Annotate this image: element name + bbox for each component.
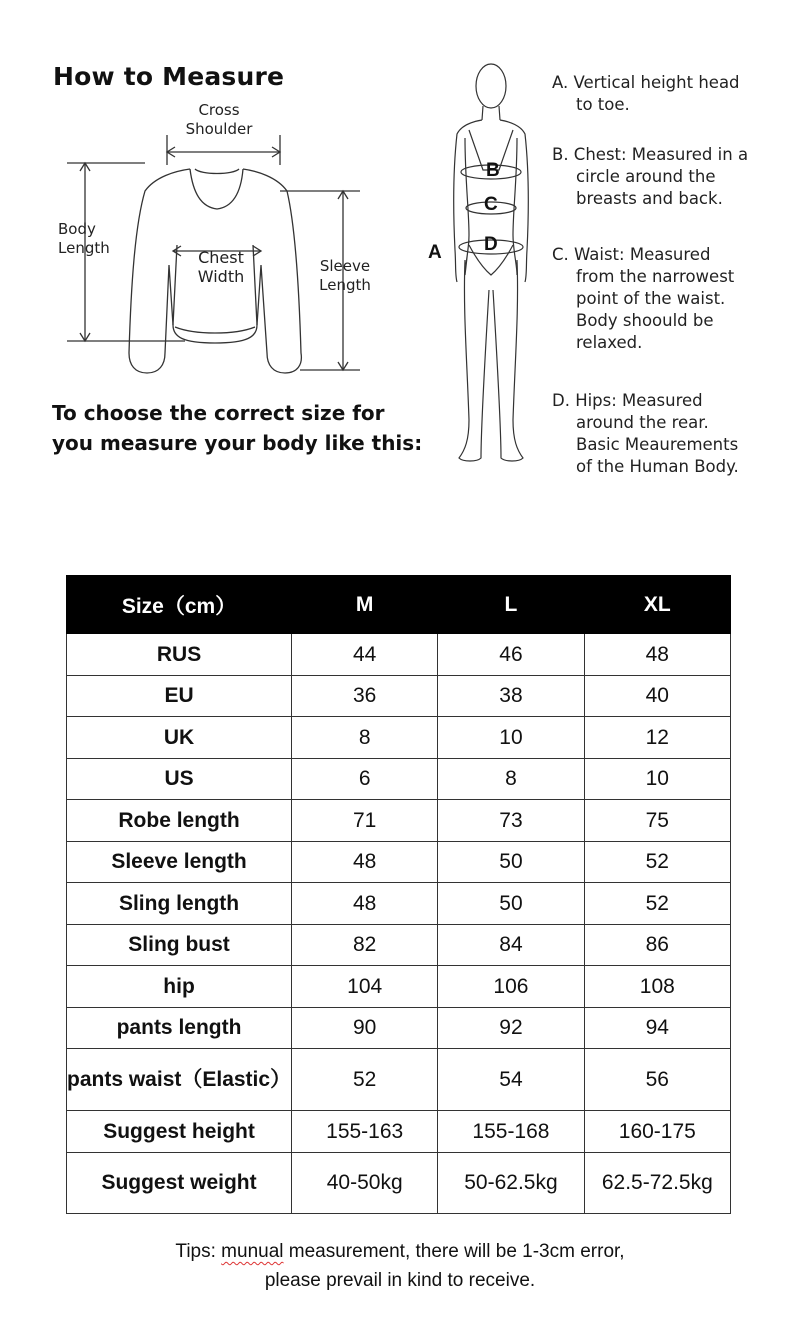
- letter-b: B: [486, 160, 500, 181]
- table-row: Suggest weight 40-50kg 50-62.5kg 62.5-72.5kg: [67, 1153, 731, 1214]
- body-length-label: Body Length: [58, 220, 110, 257]
- description-b: B. Chest: Measured in a circle around the breasts and back.: [552, 145, 749, 208]
- description-d: D. Hips: Measured around the rear. Basic Meaurements of the Human Body.: [552, 391, 739, 476]
- table-row: US 6 8 10: [67, 759, 731, 800]
- header-size: Size（cm）: [67, 576, 292, 634]
- table-row: RUS 44 46 48: [67, 634, 731, 676]
- page-title: How to Measure: [53, 62, 285, 91]
- choose-instruction: To choose the correct size for you measure your body like this:: [52, 401, 423, 455]
- table-row: UK 8 10 12: [67, 717, 731, 759]
- size-chart-table: [66, 575, 731, 1214]
- header-l: L: [438, 576, 584, 634]
- table-row: pants waist（Elastic） 52 54 56: [67, 1049, 731, 1111]
- table-row: EU 36 38 40: [67, 676, 731, 717]
- misspelled-word: munual: [221, 1241, 284, 1262]
- tips-note: Tips: munual measurement, there will be 1-3cm error, please prevail in kind to receive.: [175, 1241, 625, 1291]
- table-row: Sleeve length 48 50 52: [67, 842, 731, 883]
- table-header-row: [67, 576, 731, 634]
- cross-shoulder-label: Cross Shoulder: [185, 101, 253, 138]
- table-row: Robe length 71 73 75: [67, 800, 731, 842]
- header-m: M: [292, 576, 438, 634]
- letter-c: C: [484, 194, 498, 215]
- header-xl: XL: [584, 576, 730, 634]
- table-row: hip 104 106 108: [67, 966, 731, 1008]
- table-row: Suggest height 155-163 155-168 160-175: [67, 1111, 731, 1153]
- letter-a: A: [428, 242, 442, 263]
- head-icon: [476, 64, 506, 108]
- table-row: pants length 90 92 94: [67, 1008, 731, 1049]
- letter-d: D: [484, 234, 498, 255]
- table-row: Sling length 48 50 52: [67, 883, 731, 925]
- table-row: Sling bust 82 84 86: [67, 925, 731, 966]
- body-figure: [425, 60, 545, 470]
- description-c: C. Waist: Measured from the narrowest point of the waist. Body shoould be relaxed.: [552, 245, 735, 352]
- chest-width-label: Chest Width: [197, 248, 245, 286]
- sleeve-length-label: Sleeve Length: [319, 257, 371, 294]
- description-a: A. Vertical height head to toe.: [552, 73, 740, 114]
